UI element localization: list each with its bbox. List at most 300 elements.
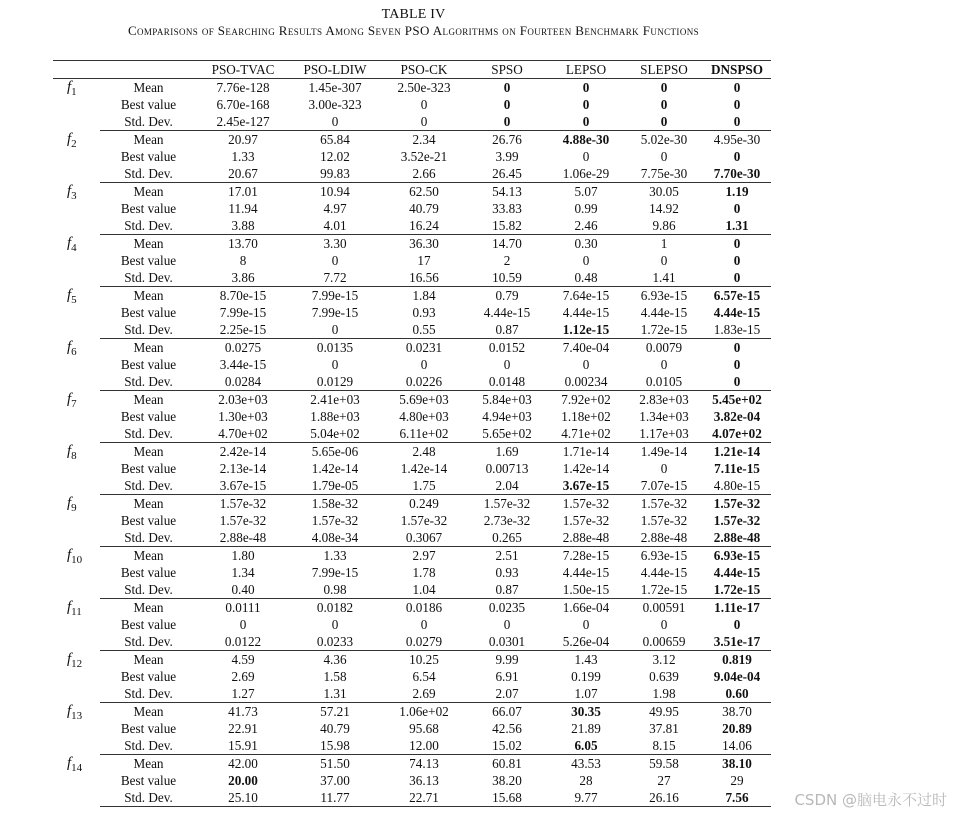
function-index: 8 <box>71 449 77 462</box>
value-cell: 7.72 <box>289 269 381 287</box>
value-cell: 59.58 <box>649 755 679 771</box>
metric-label-cell: Best value <box>120 564 177 580</box>
value-cell: 6.54 <box>412 668 436 684</box>
value-cell: 0.00234 <box>547 373 625 391</box>
value-cell: 42.00 <box>228 755 258 771</box>
value-cell: 7.99e-15 <box>311 304 359 320</box>
value-cell: 0 <box>289 321 381 339</box>
metric-label-cell: Best value <box>120 616 177 632</box>
function-name-cell <box>53 703 100 755</box>
table-row <box>53 772 771 789</box>
function-symbol: f <box>67 286 72 303</box>
value-cell: 43.53 <box>571 755 601 771</box>
value-cell: 9.99 <box>495 651 519 667</box>
value-cell: 1.07 <box>547 685 625 703</box>
value-cell: 0.60 <box>703 685 771 703</box>
value-cell: 0.99 <box>574 200 598 216</box>
value-cell: 1.42e-14 <box>311 460 359 476</box>
value-cell: 26.16 <box>625 789 703 807</box>
value-cell: 4.44e-15 <box>713 564 761 580</box>
value-cell: 0 <box>582 252 590 268</box>
value-cell: 30.05 <box>649 183 679 199</box>
value-cell: 41.73 <box>228 703 258 719</box>
value-cell: 51.50 <box>320 755 350 771</box>
function-index: 13 <box>71 709 83 722</box>
value-cell: 17.01 <box>228 183 258 199</box>
value-cell: 15.02 <box>467 737 547 755</box>
value-cell: 1 <box>660 235 668 251</box>
value-cell: 0.0079 <box>645 339 683 355</box>
header-dnspso: DNSPSO <box>703 61 771 79</box>
value-cell: 4.94e+03 <box>482 408 532 424</box>
metric-label-cell: Mean <box>133 703 164 719</box>
value-cell: 0 <box>420 616 428 632</box>
value-cell: 1.57e-32 <box>562 495 610 511</box>
value-cell: 1.57e-32 <box>640 495 688 511</box>
value-cell: 62.50 <box>409 183 439 199</box>
value-cell: 0.3067 <box>381 529 467 547</box>
value-cell: 0.0129 <box>289 373 381 391</box>
value-cell: 2.73e-32 <box>483 512 531 528</box>
function-name-cell <box>53 547 100 599</box>
table-row <box>53 547 771 565</box>
table-row <box>53 391 771 409</box>
value-cell: 15.91 <box>197 737 289 755</box>
value-cell: 0 <box>625 113 703 131</box>
function-index: 6 <box>71 345 77 358</box>
value-cell: 1.78 <box>412 564 436 580</box>
table-row <box>53 408 771 425</box>
value-cell: 0 <box>420 96 428 112</box>
value-cell: 0 <box>703 269 771 287</box>
value-cell: 0 <box>467 113 547 131</box>
value-cell: 0.48 <box>547 269 625 287</box>
value-cell: 2.03e+03 <box>218 391 268 407</box>
function-symbol: f <box>67 442 72 459</box>
header-pso-ck: PSO-CK <box>381 61 467 79</box>
value-cell: 10.25 <box>409 651 439 667</box>
metric-label-cell: Std. Dev. <box>100 685 197 703</box>
table-row <box>53 651 771 669</box>
table-row <box>53 460 771 477</box>
value-cell: 1.41 <box>625 269 703 287</box>
value-cell: 1.27 <box>197 685 289 703</box>
metric-label-cell: Mean <box>133 547 164 563</box>
value-cell: 1.57e-32 <box>640 512 688 528</box>
function-symbol: f <box>67 79 72 95</box>
function-name-cell <box>53 287 100 339</box>
value-cell: 1.30e+03 <box>218 408 268 424</box>
table-row <box>53 755 771 773</box>
value-cell: 16.56 <box>381 269 467 287</box>
value-cell: 38.20 <box>492 772 522 788</box>
value-cell: 42.56 <box>492 720 522 736</box>
value-cell: 7.07e-15 <box>625 477 703 495</box>
value-cell: 4.44e-15 <box>713 304 761 320</box>
value-cell: 40.79 <box>409 200 439 216</box>
metric-label-cell: Std. Dev. <box>100 477 197 495</box>
value-cell: 1.42e-14 <box>400 460 448 476</box>
table-row <box>53 581 771 599</box>
table-row <box>53 252 771 269</box>
table-row <box>53 477 771 495</box>
value-cell: 1.84 <box>412 287 436 303</box>
table-row <box>53 633 771 651</box>
value-cell: 0 <box>582 79 590 95</box>
value-cell: 1.57e-32 <box>483 495 531 511</box>
value-cell: 9.77 <box>547 789 625 807</box>
value-cell: 2.48 <box>412 443 436 459</box>
value-cell: 2.42e-14 <box>219 443 267 459</box>
value-cell: 1.31 <box>703 217 771 235</box>
table-row <box>53 183 771 201</box>
value-cell: 36.13 <box>409 772 439 788</box>
value-cell: 0.0152 <box>488 339 526 355</box>
value-cell: 0 <box>660 96 668 112</box>
value-cell: 0 <box>733 616 741 632</box>
value-cell: 7.99e-15 <box>219 304 267 320</box>
value-cell: 0 <box>660 460 668 476</box>
value-cell: 0.79 <box>495 287 519 303</box>
metric-label-cell: Best value <box>120 96 177 112</box>
value-cell: 0.199 <box>571 668 601 684</box>
value-cell: 1.57e-32 <box>562 512 610 528</box>
value-cell: 7.56 <box>703 789 771 807</box>
table-row <box>53 235 771 253</box>
value-cell: 7.99e-15 <box>311 564 359 580</box>
metric-label-cell: Std. Dev. <box>100 737 197 755</box>
value-cell: 20.00 <box>228 772 258 788</box>
value-cell: 0 <box>733 252 741 268</box>
value-cell: 0.87 <box>467 581 547 599</box>
metric-label-cell: Mean <box>133 651 164 667</box>
value-cell: 95.68 <box>409 720 439 736</box>
function-index: 3 <box>71 189 77 202</box>
value-cell: 2.88e-48 <box>547 529 625 547</box>
table-row <box>53 703 771 721</box>
value-cell: 4.07e+02 <box>703 425 771 443</box>
value-cell: 0.30 <box>574 235 598 251</box>
value-cell: 9.86 <box>625 217 703 235</box>
value-cell: 7.64e-15 <box>562 287 610 303</box>
value-cell: 0.265 <box>467 529 547 547</box>
value-cell: 6.05 <box>547 737 625 755</box>
value-cell: 2.88e-48 <box>197 529 289 547</box>
value-cell: 36.30 <box>409 235 439 251</box>
value-cell: 2.88e-48 <box>625 529 703 547</box>
value-cell: 1.50e-15 <box>547 581 625 599</box>
value-cell: 4.95e-30 <box>713 131 761 147</box>
function-symbol: f <box>67 390 72 407</box>
value-cell: 0 <box>503 79 511 95</box>
table-row <box>53 148 771 165</box>
value-cell: 0 <box>733 200 741 216</box>
value-cell: 1.04 <box>381 581 467 599</box>
value-cell: 1.33 <box>231 148 255 164</box>
value-cell: 1.75 <box>381 477 467 495</box>
value-cell: 1.33 <box>323 547 347 563</box>
value-cell: 0 <box>733 79 741 95</box>
metric-label-cell: Mean <box>133 391 164 407</box>
value-cell: 20.89 <box>722 720 752 736</box>
value-cell: 12.02 <box>320 148 350 164</box>
value-cell: 1.72e-15 <box>625 321 703 339</box>
value-cell: 26.45 <box>467 165 547 183</box>
value-cell: 1.79e-05 <box>289 477 381 495</box>
function-index: 10 <box>71 553 83 566</box>
value-cell: 5.84e+03 <box>482 391 532 407</box>
value-cell: 4.44e-15 <box>640 564 688 580</box>
value-cell: 0 <box>503 356 511 372</box>
value-cell: 3.67e-15 <box>197 477 289 495</box>
value-cell: 4.59 <box>231 651 255 667</box>
header-blank-fn <box>53 61 100 79</box>
value-cell: 0.93 <box>412 304 436 320</box>
value-cell: 0 <box>660 616 668 632</box>
value-cell: 2.07 <box>467 685 547 703</box>
value-cell: 28 <box>579 772 593 788</box>
value-cell: 0.00659 <box>625 633 703 651</box>
results-table <box>53 60 771 807</box>
table-row <box>53 165 771 183</box>
table-row <box>53 200 771 217</box>
value-cell: 4.88e-30 <box>562 131 610 147</box>
value-cell: 1.57e-32 <box>219 495 267 511</box>
metric-label-cell: Best value <box>120 408 177 424</box>
table-row <box>53 217 771 235</box>
function-name-cell <box>53 443 100 495</box>
value-cell: 1.18e+02 <box>561 408 611 424</box>
function-name-cell <box>53 131 100 183</box>
value-cell: 0.0226 <box>381 373 467 391</box>
value-cell: 13.70 <box>228 235 258 251</box>
value-cell: 37.81 <box>649 720 679 736</box>
header-slepso: SLEPSO <box>625 61 703 79</box>
value-cell: 4.97 <box>323 200 347 216</box>
table-row <box>53 113 771 131</box>
table-row <box>53 495 771 513</box>
table-title: Comparisons of Searching Results Among Seven PSO Algorithms on Fourteen Benchmark Functions <box>127 23 700 38</box>
metric-label-cell: Std. Dev. <box>100 269 197 287</box>
value-cell: 7.99e-15 <box>311 287 359 303</box>
value-cell: 0 <box>660 356 668 372</box>
table-row <box>53 737 771 755</box>
value-cell: 38.10 <box>722 755 752 771</box>
value-cell: 0.00713 <box>485 460 529 476</box>
value-cell: 0 <box>660 79 668 95</box>
value-cell: 6.57e-15 <box>713 287 761 303</box>
value-cell: 20.67 <box>197 165 289 183</box>
value-cell: 1.34 <box>231 564 255 580</box>
table-row <box>53 339 771 357</box>
value-cell: 0 <box>703 373 771 391</box>
value-cell: 22.91 <box>228 720 258 736</box>
value-cell: 0 <box>660 148 668 164</box>
value-cell: 9.04e-04 <box>713 668 761 684</box>
value-cell: 1.34e+03 <box>639 408 689 424</box>
value-cell: 2.45e-127 <box>197 113 289 131</box>
function-name-cell <box>53 339 100 391</box>
value-cell: 0.0105 <box>625 373 703 391</box>
metric-label-cell: Best value <box>120 304 177 320</box>
value-cell: 5.07 <box>574 183 598 199</box>
metric-label-cell: Best value <box>120 460 177 476</box>
value-cell: 2.04 <box>467 477 547 495</box>
table-row <box>53 685 771 703</box>
value-cell: 0.249 <box>409 495 439 511</box>
table-row <box>53 304 771 321</box>
function-name-cell <box>53 79 100 131</box>
table-row <box>53 616 771 633</box>
table-row <box>53 789 771 807</box>
value-cell: 5.69e+03 <box>399 391 449 407</box>
function-index: 9 <box>71 501 77 514</box>
value-cell: 57.21 <box>320 703 350 719</box>
value-cell: 4.80e+03 <box>399 408 449 424</box>
value-cell: 3.99 <box>495 148 519 164</box>
value-cell: 1.57e-32 <box>400 512 448 528</box>
header-lepso: LEPSO <box>547 61 625 79</box>
metric-label-cell: Mean <box>133 235 164 251</box>
metric-label-cell: Mean <box>133 495 164 511</box>
metric-label-cell: Std. Dev. <box>100 581 197 599</box>
value-cell: 15.68 <box>467 789 547 807</box>
value-cell: 2.46 <box>547 217 625 235</box>
value-cell: 0.0182 <box>316 599 354 615</box>
value-cell: 8.15 <box>625 737 703 755</box>
table-row <box>53 668 771 685</box>
header-pso-ldiw: PSO-LDIW <box>289 61 381 79</box>
value-cell: 0.93 <box>495 564 519 580</box>
value-cell: 3.67e-15 <box>547 477 625 495</box>
value-cell: 3.51e-17 <box>703 633 771 651</box>
value-cell: 11.77 <box>289 789 381 807</box>
value-cell: 38.70 <box>722 703 752 719</box>
value-cell: 4.70e+02 <box>197 425 289 443</box>
metric-label-cell: Best value <box>120 356 177 372</box>
value-cell: 1.69 <box>495 443 519 459</box>
value-cell: 1.06e+02 <box>399 703 449 719</box>
value-cell: 7.75e-30 <box>625 165 703 183</box>
value-cell: 1.72e-15 <box>703 581 771 599</box>
value-cell: 3.12 <box>652 651 676 667</box>
value-cell: 4.44e-15 <box>640 304 688 320</box>
value-cell: 26.76 <box>492 131 522 147</box>
metric-label-cell: Mean <box>133 287 164 303</box>
metric-label-cell: Std. Dev. <box>100 373 197 391</box>
value-cell: 0 <box>733 356 741 372</box>
value-cell: 74.13 <box>409 755 439 771</box>
value-cell: 21.89 <box>571 720 601 736</box>
value-cell: 10.94 <box>320 183 350 199</box>
value-cell: 0.0231 <box>405 339 443 355</box>
table-row <box>53 512 771 529</box>
value-cell: 1.83e-15 <box>703 321 771 339</box>
value-cell: 8 <box>239 252 247 268</box>
metric-label-cell: Best value <box>120 148 177 164</box>
value-cell: 15.98 <box>289 737 381 755</box>
value-cell: 0 <box>239 616 247 632</box>
value-cell: 22.71 <box>381 789 467 807</box>
value-cell: 2.88e-48 <box>703 529 771 547</box>
value-cell: 2.69 <box>231 668 255 684</box>
value-cell: 0.55 <box>381 321 467 339</box>
value-cell: 0 <box>733 235 741 251</box>
function-symbol: f <box>67 702 72 719</box>
table-body <box>53 79 771 807</box>
metric-label-cell: Best value <box>120 720 177 736</box>
value-cell: 1.49e-14 <box>640 443 688 459</box>
value-cell: 8.70e-15 <box>219 287 267 303</box>
value-cell: 0 <box>733 339 741 355</box>
metric-label-cell: Best value <box>120 772 177 788</box>
function-symbol: f <box>67 494 72 511</box>
value-cell: 0 <box>733 148 741 164</box>
value-cell: 2.25e-15 <box>197 321 289 339</box>
value-cell: 1.98 <box>625 685 703 703</box>
value-cell: 2.34 <box>412 131 436 147</box>
header-row <box>53 61 771 79</box>
value-cell: 16.24 <box>381 217 467 235</box>
value-cell: 1.12e-15 <box>547 321 625 339</box>
value-cell: 5.65e+02 <box>467 425 547 443</box>
function-name-cell <box>53 235 100 287</box>
value-cell: 1.11e-17 <box>714 599 760 615</box>
value-cell: 6.93e-15 <box>640 287 688 303</box>
value-cell: 1.57e-32 <box>713 512 761 528</box>
value-cell: 2.41e+03 <box>310 391 360 407</box>
function-index: 4 <box>71 241 77 254</box>
value-cell: 0.0233 <box>289 633 381 651</box>
value-cell: 1.42e-14 <box>562 460 610 476</box>
function-name-cell <box>53 651 100 703</box>
function-index: 5 <box>71 293 77 306</box>
value-cell: 4.08e-34 <box>289 529 381 547</box>
value-cell: 0.87 <box>467 321 547 339</box>
value-cell: 4.01 <box>289 217 381 235</box>
metric-label-cell: Mean <box>133 755 164 771</box>
metric-label-cell: Std. Dev. <box>100 425 197 443</box>
value-cell: 14.92 <box>649 200 679 216</box>
value-cell: 0.0279 <box>381 633 467 651</box>
value-cell: 0.0186 <box>405 599 443 615</box>
value-cell: 0 <box>331 356 339 372</box>
table-row <box>53 720 771 737</box>
table-row <box>53 373 771 391</box>
value-cell: 3.30 <box>323 235 347 251</box>
value-cell: 0 <box>733 96 741 112</box>
table-row <box>53 529 771 547</box>
watermark: CSDN @脑电永不过时 <box>794 791 947 809</box>
value-cell: 10.59 <box>467 269 547 287</box>
value-cell: 15.82 <box>467 217 547 235</box>
value-cell: 0 <box>582 96 590 112</box>
value-cell: 33.83 <box>492 200 522 216</box>
value-cell: 1.66e-04 <box>562 599 610 615</box>
value-cell: 0 <box>703 113 771 131</box>
value-cell: 0.0235 <box>488 599 526 615</box>
table-row <box>53 443 771 461</box>
function-index: 7 <box>71 397 77 410</box>
value-cell: 0.0148 <box>467 373 547 391</box>
function-symbol: f <box>67 130 72 147</box>
value-cell: 4.80e-15 <box>703 477 771 495</box>
value-cell: 37.00 <box>320 772 350 788</box>
value-cell: 17 <box>417 252 431 268</box>
metric-label-cell: Best value <box>120 252 177 268</box>
function-name-cell <box>53 391 100 443</box>
metric-label-cell: Mean <box>133 339 164 355</box>
